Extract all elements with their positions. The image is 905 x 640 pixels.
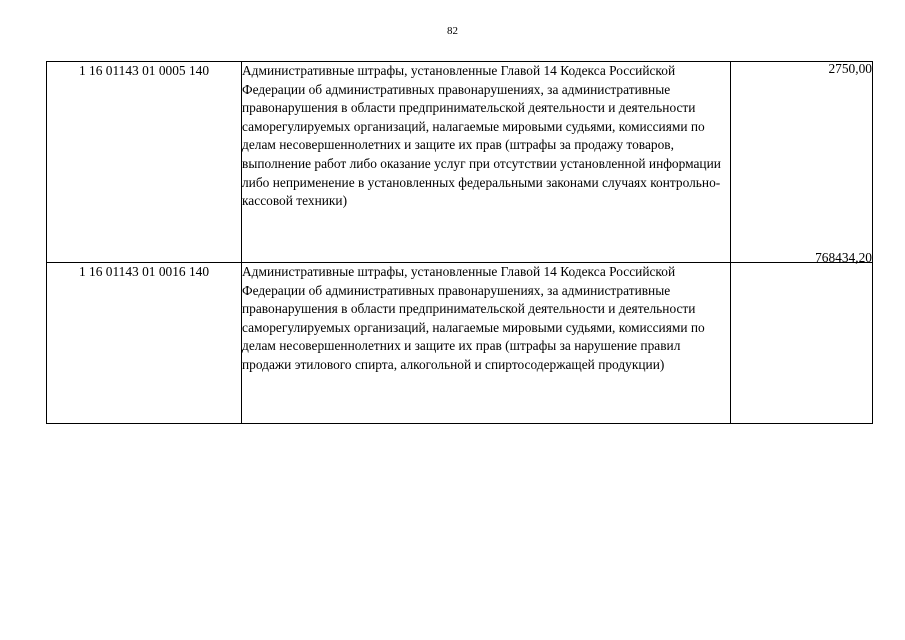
amount-value: 768434,20 [815,250,872,265]
page-number: 82 [447,25,458,37]
amount-cell [731,250,873,424]
budget-code-cell: 1 16 01143 01 0016 140 [47,263,242,424]
amount-cell [731,62,873,263]
budget-code-cell: 1 16 01143 01 0005 140 [47,62,242,263]
amount-value: 2750,00 [828,61,872,76]
budget-table [46,61,873,424]
description-cell: Административные штрафы, установленные Главой 14 Кодекса Российской Федерации об административных правонарушениях, за административные правонарушения в области предпринимательской деятельности и деятельности саморегулируемых организаций, налагаемые мировыми судьями, комиссиями по делам несовершеннолетних и защите их прав (штрафы за продажу товаров, выполнение работ либо оказание услуг при отсутствии установленной информации либо неприменение в установленных федеральными законами случаях контрольно-кассовой техники) [242,62,731,263]
table-row [47,62,873,263]
description-cell: Административные штрафы, установленные Главой 14 Кодекса Российской Федерации об административных правонарушениях, за административные правонарушения в области предпринимательской деятельности и деятельности саморегулируемых организаций, налагаемые мировыми судьями, комиссиями по делам несовершеннолетних и защите их прав (штрафы за нарушение правил продажи этилового спирта, алкогольной и спиртосодержащей продукции) [242,263,731,424]
table-row [47,263,873,424]
